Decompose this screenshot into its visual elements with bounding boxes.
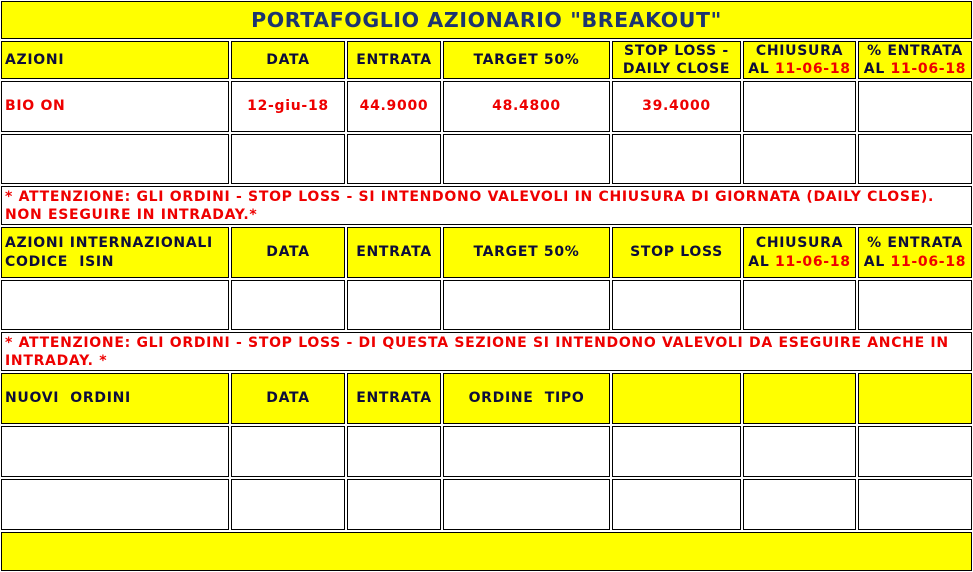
intraday-warning [1, 332, 972, 371]
empty-cell [858, 426, 972, 477]
header-entrata: ENTRATA [347, 227, 441, 278]
empty-cell [612, 479, 741, 530]
empty-cell [1, 426, 229, 477]
empty-header-cell [858, 373, 972, 424]
empty-cell [1, 280, 229, 330]
empty-cell [612, 134, 741, 184]
header-chiusura [743, 41, 856, 79]
header-chiusura-label: CHIUSURA [755, 234, 844, 251]
empty-cell [231, 134, 345, 184]
header-azioni-internazionali [1, 227, 229, 278]
empty-cell [1, 134, 229, 184]
empty-cell [743, 479, 856, 530]
warning-line: * ATTENZIONE: GLI ORDINI - STOP LOSS - SI INTENDONO VALEVOLI IN CHIUSURA DI GIORNATA (DAILY CLOSE). [5, 188, 934, 205]
header-nuovi-ordini: NUOVI ORDINI [1, 373, 229, 424]
header-entrata: ENTRATA [347, 41, 441, 79]
empty-cell [858, 479, 972, 530]
empty-cell [443, 280, 610, 330]
empty-cell [858, 280, 972, 330]
header-chiusura-date: 11-06-18 [775, 61, 851, 77]
header-azioni-internazionali-line1: AZIONI INTERNAZIONALI [5, 234, 213, 251]
empty-cell [231, 479, 345, 530]
warning-line: INTRADAY. * [5, 352, 108, 369]
header-azioni: AZIONI [1, 41, 229, 79]
header-data: DATA [231, 373, 345, 424]
header-pct-entrata-date: 11-06-18 [890, 253, 967, 270]
holding-name: BIO ON [1, 81, 229, 132]
header-stop-loss-line2: DAILY CLOSE [622, 61, 731, 77]
empty-cell [443, 426, 610, 477]
header-data: DATA [231, 227, 345, 278]
empty-cell [443, 134, 610, 184]
empty-cell [1, 479, 229, 530]
empty-cell [743, 134, 856, 184]
entry-price: 44.9000 [347, 81, 441, 132]
target-price: 48.4800 [443, 81, 610, 132]
header-stop-loss-line1: STOP LOSS - [624, 43, 729, 59]
header-pct-entrata-label: % ENTRATA [867, 234, 963, 251]
header-target: TARGET 50% [443, 227, 610, 278]
header-target: TARGET 50% [443, 41, 610, 79]
warning-line: NON ESEGUIRE IN INTRADAY.* [5, 206, 258, 223]
daily-close-warning [1, 186, 972, 225]
header-pct-entrata [858, 227, 972, 278]
header-azioni-internazionali-line2: CODICE ISIN [5, 253, 115, 270]
header-stop-loss: STOP LOSS [612, 227, 741, 278]
header-ordine-tipo: ORDINE TIPO [443, 373, 610, 424]
header-entrata: ENTRATA [347, 373, 441, 424]
empty-cell [612, 426, 741, 477]
empty-cell [347, 426, 441, 477]
empty-cell [231, 426, 345, 477]
header-pct-entrata-prefix: AL [863, 253, 885, 270]
pct-change-cell [858, 81, 972, 132]
header-pct-entrata-date-line [864, 253, 966, 272]
empty-cell [743, 280, 856, 330]
empty-header-cell [743, 373, 856, 424]
header-pct-entrata-label: % ENTRATA [867, 43, 963, 59]
header-pct-entrata-date-line [864, 60, 966, 78]
header-stop-loss-daily-close [612, 41, 741, 79]
close-price-cell [743, 81, 856, 132]
empty-cell [443, 479, 610, 530]
portfolio-title-cell [1, 1, 972, 39]
footer-band [1, 532, 972, 571]
header-chiusura-prefix: AL [748, 61, 770, 77]
empty-cell [612, 280, 741, 330]
header-chiusura-date-line [748, 60, 850, 78]
header-chiusura [743, 227, 856, 278]
empty-cell [347, 479, 441, 530]
warning-line: * ATTENZIONE: GLI ORDINI - STOP LOSS - DI QUESTA SEZIONE SI INTENDONO VALEVOLI DA ESEGUIRE ANCHE IN [5, 334, 949, 351]
empty-cell [347, 280, 441, 330]
empty-cell [347, 134, 441, 184]
portfolio-title: PORTAFOGLIO AZIONARIO "BREAKOUT" [251, 7, 722, 32]
entry-date: 12-giu-18 [231, 81, 345, 132]
header-chiusura-label: CHIUSURA [755, 43, 844, 59]
header-chiusura-prefix: AL [748, 253, 770, 270]
header-chiusura-date: 11-06-18 [775, 253, 851, 270]
header-pct-entrata-date: 11-06-18 [890, 61, 967, 77]
empty-cell [743, 426, 856, 477]
header-data: DATA [231, 41, 345, 79]
header-pct-entrata [858, 41, 972, 79]
empty-header-cell [612, 373, 741, 424]
empty-cell [231, 280, 345, 330]
header-chiusura-date-line [748, 253, 850, 272]
stop-loss-price: 39.4000 [612, 81, 741, 132]
empty-cell [858, 134, 972, 184]
header-pct-entrata-prefix: AL [863, 61, 885, 77]
